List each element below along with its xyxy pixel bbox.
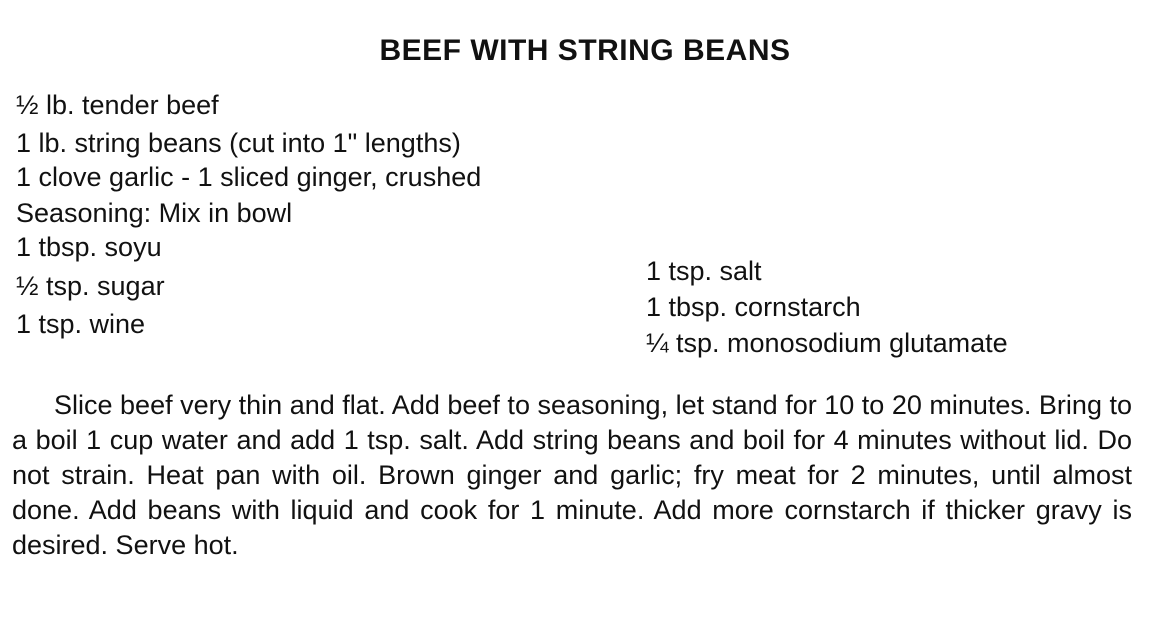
seasoning-wine: 1 tsp. wine bbox=[16, 309, 146, 339]
seasoning-salt: 1 tsp. salt bbox=[646, 256, 762, 286]
ingredient-beef: ½ lb. tender beef bbox=[16, 90, 219, 120]
seasoning-msg: ¼ tsp. monosodium glutamate bbox=[646, 328, 1008, 358]
seasoning-cornstarch: 1 tbsp. cornstarch bbox=[646, 292, 861, 322]
ingredient-string-beans: 1 lb. string beans (cut into 1" lengths) bbox=[16, 128, 461, 158]
seasoning-heading: Seasoning: Mix in bowl bbox=[16, 198, 293, 228]
ingredient-garlic-ginger: 1 clove garlic - 1 sliced ginger, crushed bbox=[16, 162, 482, 192]
instructions-paragraph: Slice beef very thin and flat. Add beef to seasoning, let stand for 10 to 20 minutes. Bring to a boil 1 cup water and add 1 tsp. salt. Add string beans and boil for 4 minutes without lid. Do not strain. Heat pan with oil. Brown ginger and garlic; fry meat for 2 minutes, until almost done. Add beans with liquid and cook for 1 minute. Add more cornstarch if thicker gravy is desired. Serve hot. bbox=[12, 390, 1132, 560]
seasoning-sugar: ½ tsp. sugar bbox=[16, 271, 165, 301]
recipe-title: BEEF WITH STRING BEANS bbox=[379, 34, 791, 67]
seasoning-soyu: 1 tbsp. soyu bbox=[16, 232, 162, 262]
